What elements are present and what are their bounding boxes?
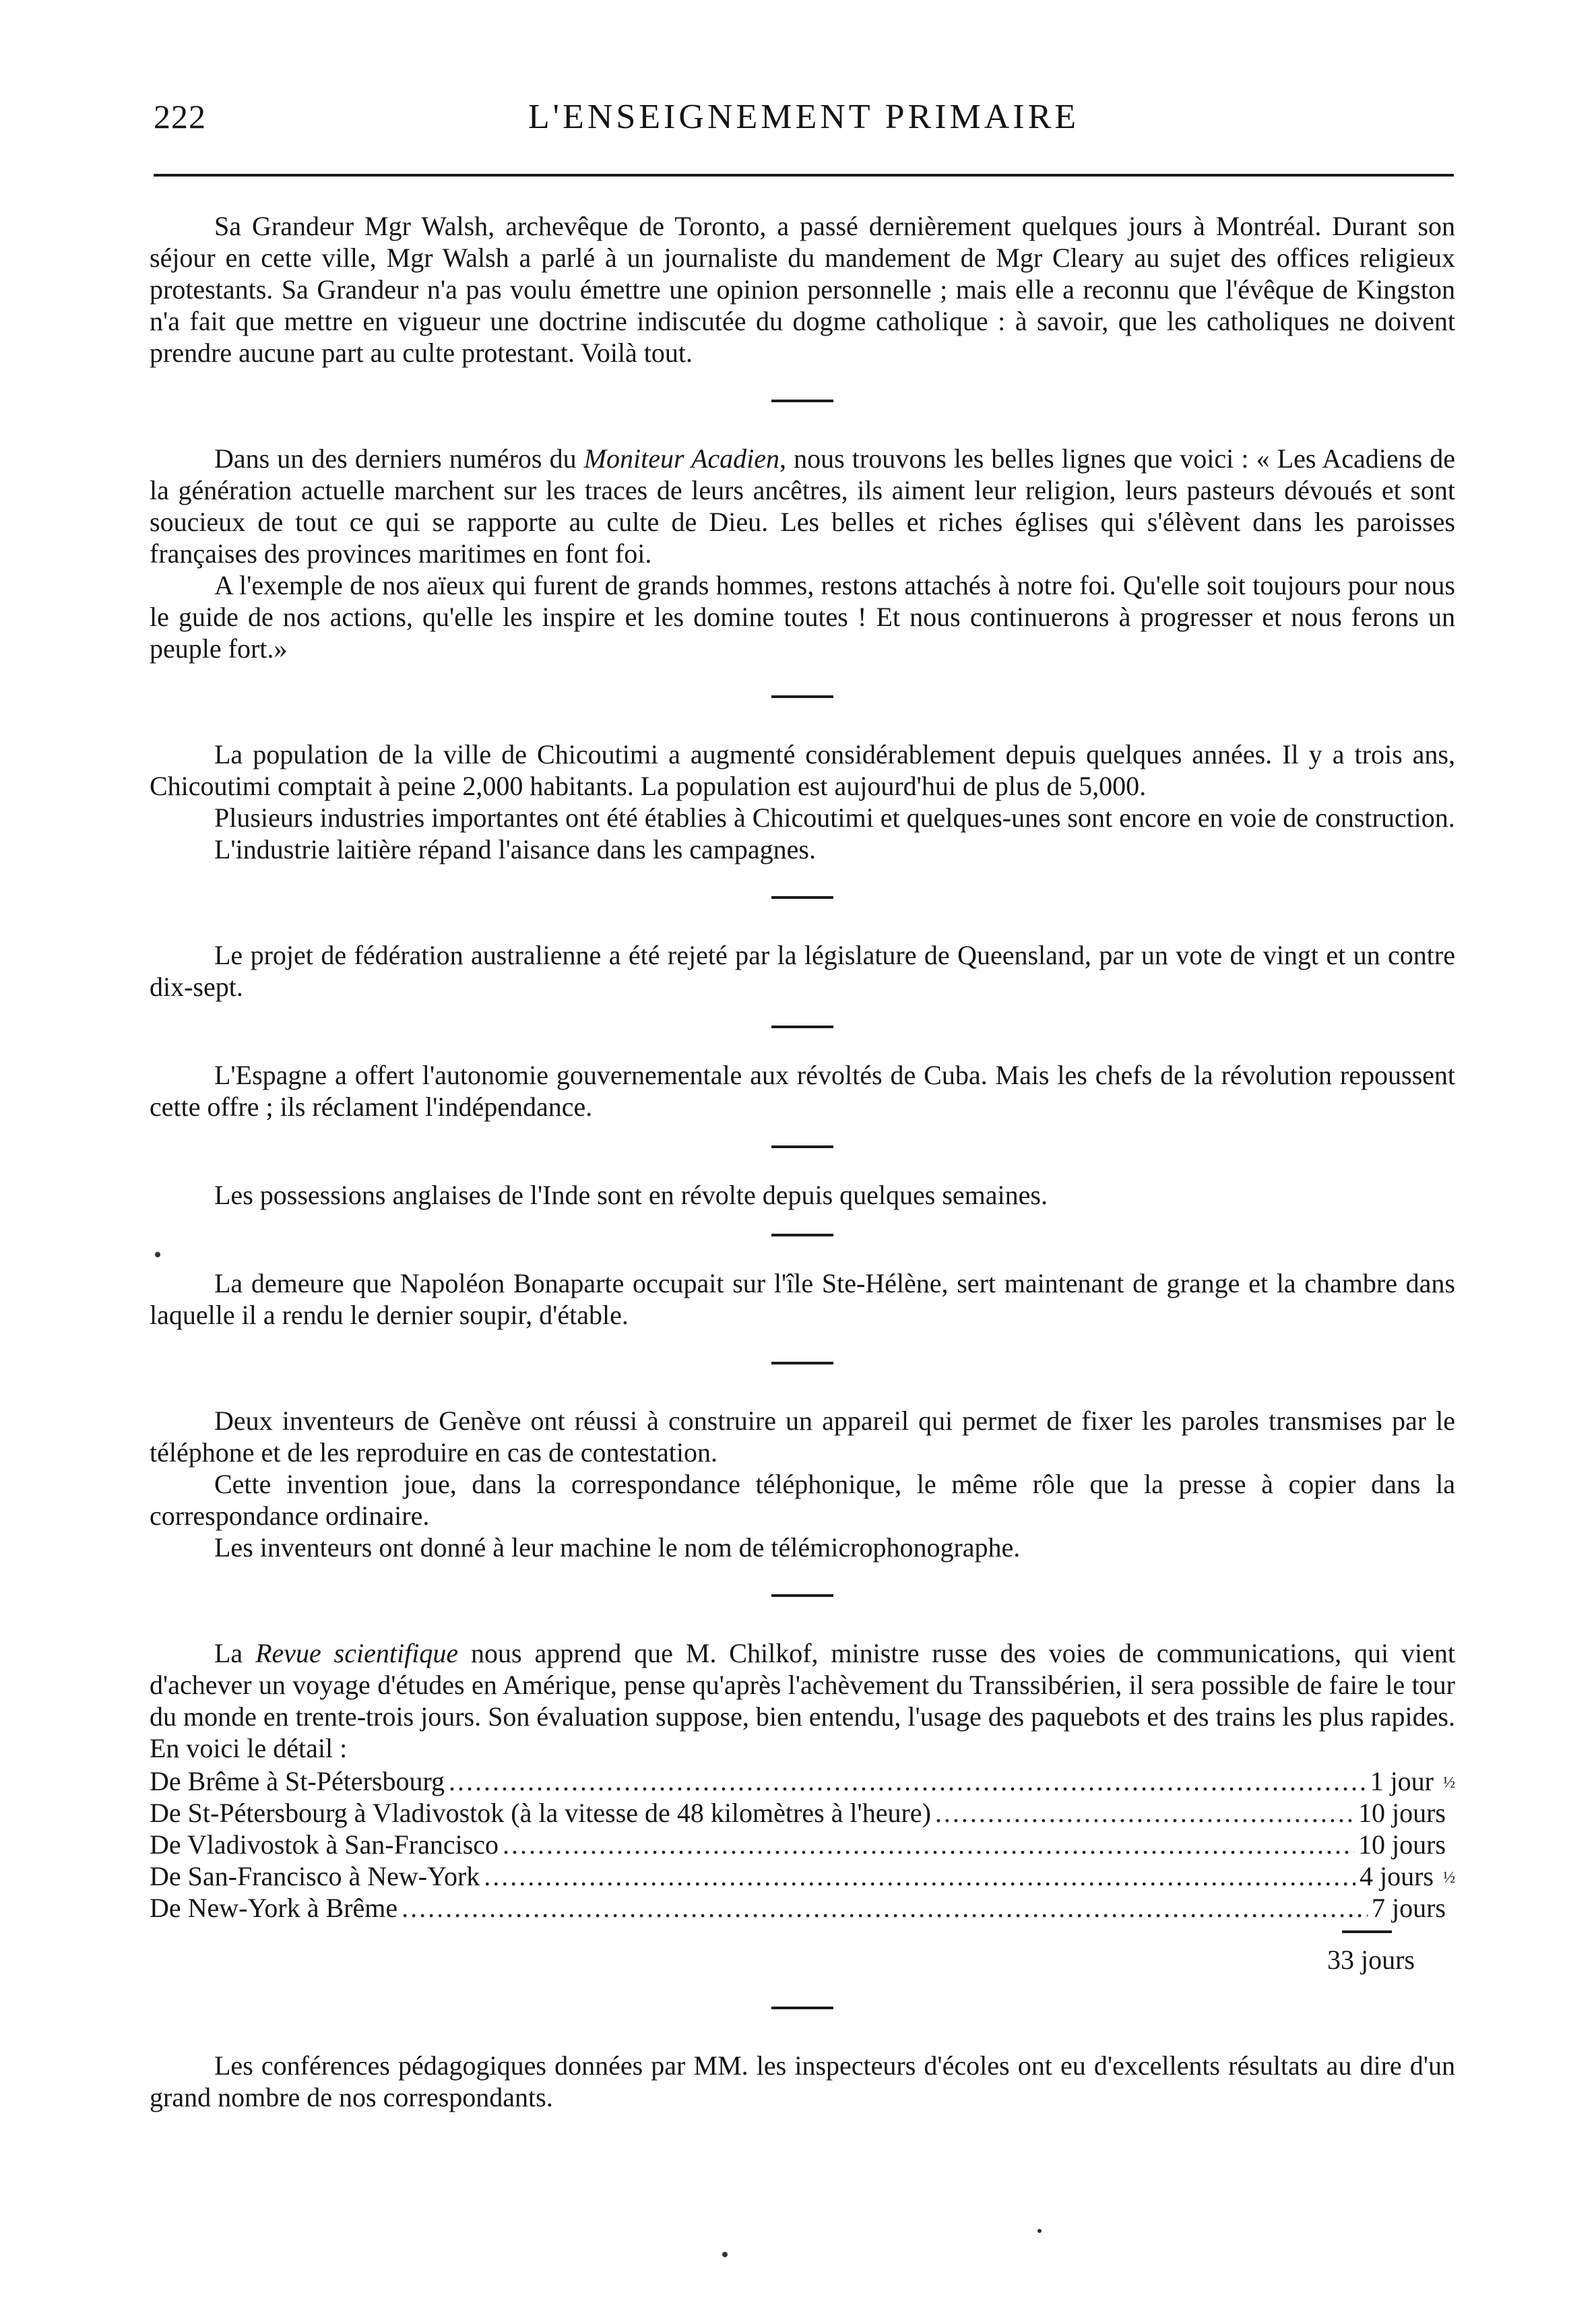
- duration-text: 1 jour: [1370, 1766, 1434, 1796]
- duration-text: 10 jours: [1358, 1798, 1446, 1828]
- itinerary-route: De New-York à Brême: [150, 1893, 398, 1923]
- itinerary-route: De Brême à St-Pétersbourg: [150, 1766, 445, 1796]
- itinerary-row: [150, 1829, 1455, 1860]
- print-speck: [722, 2252, 728, 2257]
- journal-title: Moniteur Acadien: [583, 443, 780, 474]
- itinerary-row: [150, 1860, 1455, 1892]
- half-fraction: ½: [1443, 1774, 1455, 1792]
- paragraph-moniteur-acadien: [150, 443, 1455, 569]
- article-body: [150, 210, 1455, 2113]
- section-separator: [771, 1026, 833, 1028]
- total-rule: [1342, 1930, 1392, 1933]
- print-speck: [155, 1252, 160, 1257]
- itinerary-row: [150, 1765, 1455, 1797]
- print-speck: [1038, 2229, 1042, 2233]
- paragraph-conferences-pedagogiques: Les conférences pédagogiques données par MM. les inspecteurs d'écoles ont eu d'excellents résultats au dire d'un grand nombre de nos correspondants.: [150, 2050, 1455, 2112]
- section-separator: [771, 1234, 833, 1236]
- header-rule: [154, 174, 1454, 177]
- paragraph-inde: Les possessions anglaises de l'Inde sont en révolte depuis quelques semaines.: [214, 1180, 1048, 1210]
- itinerary-row: [150, 1797, 1455, 1829]
- duration-text: 4 jours: [1360, 1861, 1434, 1891]
- itinerary-total: 33 jours: [1327, 1945, 1415, 1975]
- itinerary-row: [150, 1892, 1455, 1924]
- section-separator: [771, 1362, 833, 1364]
- paragraph-napoleon: La demeure que Napoléon Bonaparte occupait sur l'île Ste-Hélène, sert maintenant de grange et la chambre dans laquelle il a rendu le dernier soupir, d'étable.: [150, 1268, 1455, 1330]
- leader-dots: [935, 1797, 1354, 1829]
- paragraph-chicoutimi-industries: Plusieurs industries importantes ont été établies à Chicoutimi et quelques-unes sont encore en voie de construction.: [214, 802, 1455, 833]
- paragraph-invention-role: Cette invention joue, dans la correspondance téléphonique, le même rôle que la presse à copier dans la correspondance ordinaire.: [150, 1469, 1455, 1531]
- itinerary-duration: [1360, 1860, 1455, 1894]
- section-separator: [771, 896, 833, 899]
- section-separator: [771, 400, 833, 402]
- leader-dots: [484, 1860, 1355, 1892]
- itinerary-duration: [1358, 1797, 1455, 1831]
- running-title: L'ENSEIGNEMENT PRIMAIRE: [528, 98, 1080, 136]
- paragraph-revue-scientifique: [150, 1637, 1455, 1764]
- paragraph-text: Dans un des derniers numéros du: [214, 443, 584, 474]
- section-separator: [771, 2007, 833, 2009]
- page-number: 222: [154, 98, 206, 135]
- paragraph-industrie-laitiere: L'industrie laitière répand l'aisance dans les campagnes.: [214, 834, 816, 864]
- paragraph-text: La: [214, 1638, 256, 1668]
- section-separator: [771, 695, 833, 698]
- paragraph-chicoutimi-population: La population de la ville de Chicoutimi a augmenté considérablement depuis quelques années. Il y a trois ans, Chicoutimi comptait à peine 2,000 habitants. La population est aujourd'hui de plus de 5,000.: [150, 739, 1455, 801]
- paragraph-inventeurs-geneve: Deux inventeurs de Genève ont réussi à construire un appareil qui permet de fixer les paroles transmises par le téléphone et de les reproduire en cas de contestation.: [150, 1406, 1455, 1468]
- itinerary-route: De San-Francisco à New-York: [150, 1861, 480, 1891]
- paragraph-aieux: A l'exemple de nos aïeux qui furent de grands hommes, restons attachés à notre foi. Qu'elle soit toujours pour nous le guide de nos actions, qu'elle les inspire et les domine toutes ! Et nous continuerons à progresser et nous ferons un peuple fort.»: [150, 570, 1455, 664]
- itinerary-duration: [1372, 1892, 1455, 1926]
- itinerary-route: De St-Pétersbourg à Vladivostok (à la vitesse de 48 kilomètres à l'heure): [150, 1798, 931, 1828]
- paragraph-espagne-cuba: L'Espagne a offert l'autonomie gouvernementale aux révoltés de Cuba. Mais les chefs de la révolution repoussent cette offre ; ils réclament l'indépendance.: [150, 1060, 1455, 1122]
- paragraph-federation-australienne: Le projet de fédération australienne a été rejeté par la législature de Queensland, par un vote de vingt et un contre dix-sept.: [150, 940, 1455, 1002]
- section-separator: [771, 1145, 833, 1148]
- leader-dots: [402, 1892, 1368, 1924]
- itinerary-duration: [1370, 1765, 1455, 1799]
- paragraph-telemicrophonographe: Les inventeurs ont donné à leur machine le nom de télémicrophonographe.: [214, 1532, 1021, 1563]
- paragraph-walsh: Sa Grandeur Mgr Walsh, archevêque de Toronto, a passé dernièrement quelques jours à Montréal. Durant son séjour en cette ville, Mgr Walsh a parlé à un journaliste du mandement de Mgr Cleary au sujet des offices religieux protestants. Sa Grandeur n'a pas voulu émettre une opinion personnelle ; mais elle a reconnu que l'évêque de Kingston n'a fait que mettre en vigueur une doctrine indiscutée du dogme catholique : à savoir, que les catholiques ne doivent prendre aucune part au culte protestant. Voilà tout.: [150, 211, 1455, 368]
- itinerary-route: De Vladivostok à San-Francisco: [150, 1829, 499, 1860]
- duration-text: 7 jours: [1372, 1893, 1446, 1923]
- itinerary-table: [150, 1765, 1455, 1976]
- running-head: [154, 93, 1454, 147]
- itinerary-duration: [1358, 1829, 1455, 1862]
- section-separator: [771, 1594, 833, 1597]
- leader-dots: [503, 1829, 1354, 1860]
- journal-title: Revue scientifique: [255, 1638, 459, 1668]
- leader-dots: [449, 1765, 1366, 1797]
- half-fraction: ½: [1443, 1869, 1455, 1887]
- paragraph-text: , nous trouvons les belles lignes que voici : « Les Acadiens de la génération actuelle marchent sur les traces de leurs ancêtres, ils aiment leur religion, leurs pasteurs dévoués et sont soucieux de tout ce qui se rapporte au culte de Dieu. Les belles et riches églises qui s'élèvent dans les paroisses françaises des provinces maritimes en font foi.: [150, 443, 1456, 569]
- paragraph-text: nous apprend que M. Chilkof, ministre russe des voies de communications, qui vient d'achever un voyage d'études en Amérique, pense qu'après l'achèvement du Transsibérien, il sera possible de faire le tour du monde en trente-trois jours. Son évaluation suppose, bien entendu, l'usage des paquebots et des trains les plus rapides. En voici le détail :: [150, 1638, 1456, 1763]
- duration-text: 10 jours: [1358, 1829, 1446, 1860]
